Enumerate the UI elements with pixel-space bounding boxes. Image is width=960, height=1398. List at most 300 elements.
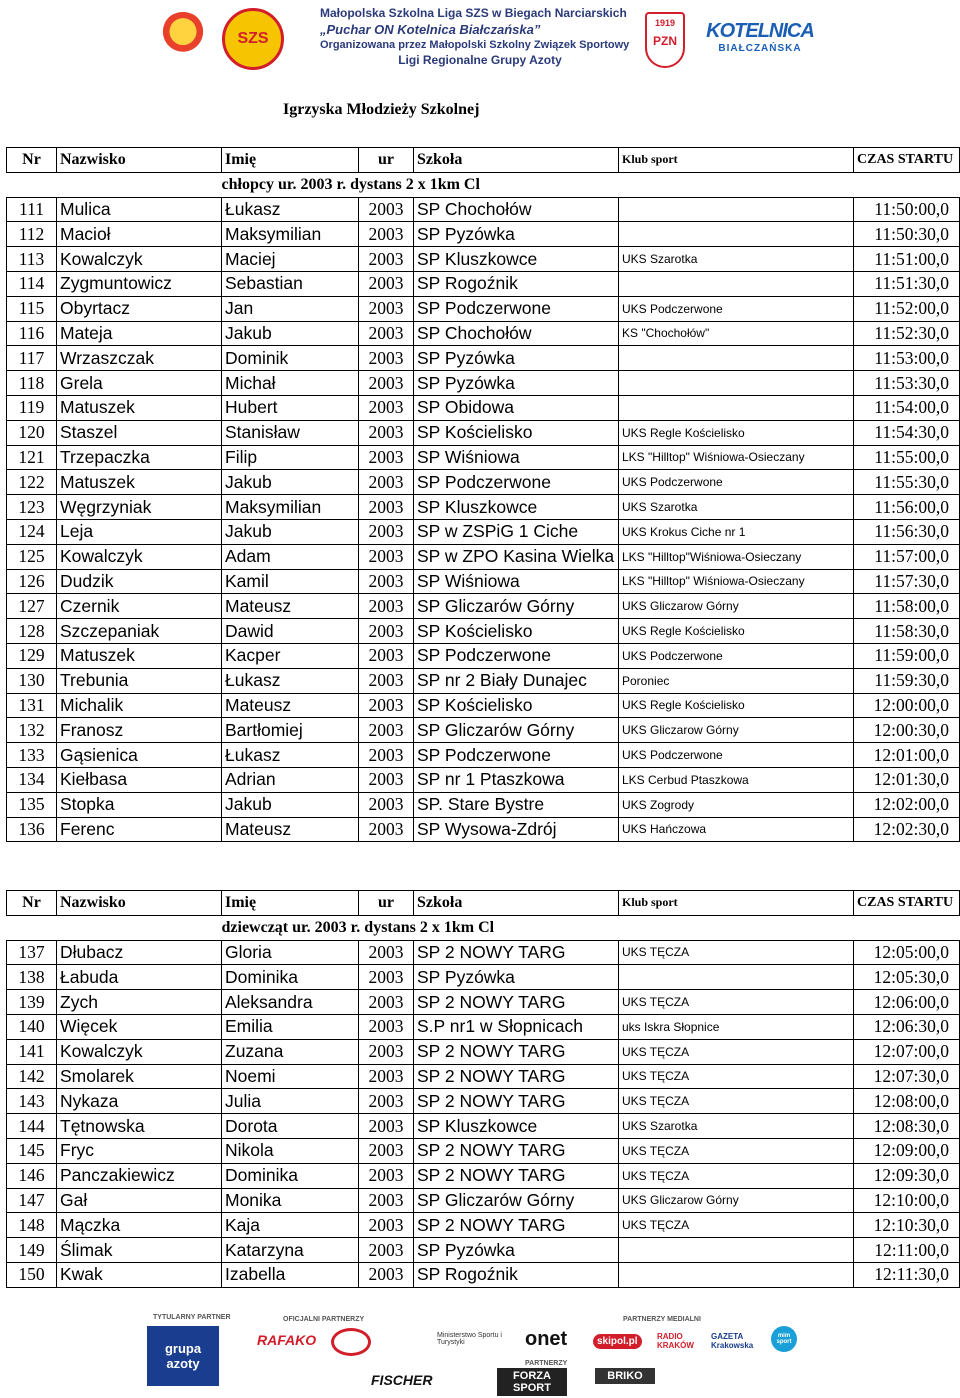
bib-number: 147	[7, 1188, 57, 1213]
table-row	[7, 1114, 960, 1139]
gazeta-krakowska-logo: GAZETA Krakowska	[711, 1332, 754, 1350]
school: SP Gliczarów Górny	[414, 594, 619, 619]
bib-number: 140	[7, 1014, 57, 1039]
table-row	[7, 470, 960, 495]
surname: Franosz	[57, 718, 222, 743]
school: S.P nr1 w Słopnicach	[414, 1014, 619, 1039]
first-name: Monika	[222, 1188, 359, 1213]
header-line-3: Organizowana przez Małopolski Szkolny Związek Sportowy	[320, 39, 630, 51]
school: SP 2 NOWY TARG	[414, 1064, 619, 1089]
start-time: 12:08:00,0	[854, 1089, 960, 1114]
first-name: Łukasz	[222, 743, 359, 768]
surname: Matuszek	[57, 643, 222, 668]
table-row	[7, 420, 960, 445]
bib-number: 120	[7, 420, 57, 445]
surname: Grela	[57, 371, 222, 396]
header-club: Klub sport	[619, 148, 854, 173]
table-row	[7, 1188, 960, 1213]
table-row	[7, 1213, 960, 1238]
table-row	[7, 965, 960, 990]
start-time: 12:02:30,0	[854, 817, 960, 842]
first-name: Dominik	[222, 346, 359, 371]
club: UKS Regle Kościelisko	[619, 619, 854, 644]
birth-year: 2003	[359, 569, 414, 594]
bib-number: 115	[7, 296, 57, 321]
start-time: 12:11:00,0	[854, 1238, 960, 1263]
table-row	[7, 619, 960, 644]
header-nr: Nr	[7, 891, 57, 916]
table-row	[7, 1238, 960, 1263]
table-row	[7, 990, 960, 1015]
bib-number: 143	[7, 1089, 57, 1114]
first-name: Maciej	[222, 247, 359, 272]
surname: Węgrzyniak	[57, 495, 222, 520]
first-name: Łukasz	[222, 668, 359, 693]
birth-year: 2003	[359, 1163, 414, 1188]
table-header-row	[7, 891, 960, 916]
label-media-partners: PARTNERZY MEDIALNI	[623, 1316, 701, 1323]
school: SP Rogoźnik	[414, 271, 619, 296]
start-time: 11:55:00,0	[854, 445, 960, 470]
birth-year: 2003	[359, 1039, 414, 1064]
school: SP 2 NOWY TARG	[414, 990, 619, 1015]
label-partners: PARTNERZY	[525, 1360, 568, 1367]
header-first-name: Imię	[222, 148, 359, 173]
surname: Kwak	[57, 1262, 222, 1287]
club: UKS TĘCZA	[619, 1064, 854, 1089]
school: SP Pyzówka	[414, 371, 619, 396]
table-row	[7, 346, 960, 371]
grupa-azoty-logo	[147, 1326, 219, 1386]
club	[619, 371, 854, 396]
bib-number: 138	[7, 965, 57, 990]
birth-year: 2003	[359, 470, 414, 495]
kotelnica-logo	[698, 20, 822, 62]
club: KS "Chochołów"	[619, 321, 854, 346]
school: SP Wysowa-Zdrój	[414, 817, 619, 842]
first-name: Maksymilian	[222, 495, 359, 520]
first-name: Łukasz	[222, 197, 359, 222]
first-name: Zuzana	[222, 1039, 359, 1064]
surname: Kowalczyk	[57, 1039, 222, 1064]
birth-year: 2003	[359, 222, 414, 247]
start-time: 11:54:00,0	[854, 395, 960, 420]
school: SP Podczerwone	[414, 643, 619, 668]
surname: Dudzik	[57, 569, 222, 594]
start-time: 11:59:00,0	[854, 643, 960, 668]
bib-number: 132	[7, 718, 57, 743]
first-name: Jakub	[222, 792, 359, 817]
table-row	[7, 222, 960, 247]
skipol-logo: skipol.pl	[593, 1334, 642, 1349]
first-name: Dominika	[222, 965, 359, 990]
club	[619, 222, 854, 247]
club: UKS Gliczarow Górny	[619, 594, 854, 619]
school: SP Kluszkowce	[414, 495, 619, 520]
bib-number: 118	[7, 371, 57, 396]
bib-number: 117	[7, 346, 57, 371]
birth-year: 2003	[359, 1238, 414, 1263]
start-time: 11:50:00,0	[854, 197, 960, 222]
header-start-time: CZAS STARTU	[854, 148, 960, 173]
start-time: 12:05:00,0	[854, 940, 960, 965]
surname: Kowalczyk	[57, 544, 222, 569]
start-time: 11:54:30,0	[854, 420, 960, 445]
header-year: ur	[359, 148, 414, 173]
page-title: Igrzyska Młodzieży Szkolnej	[283, 101, 480, 118]
birth-year: 2003	[359, 1089, 414, 1114]
start-time: 12:06:00,0	[854, 990, 960, 1015]
bib-number: 144	[7, 1114, 57, 1139]
start-time: 11:56:30,0	[854, 519, 960, 544]
school: SP Kościelisko	[414, 693, 619, 718]
club: LKS "Hilltop" Wiśniowa-Osieczany	[619, 569, 854, 594]
school: SP 2 NOWY TARG	[414, 1138, 619, 1163]
bib-number: 134	[7, 767, 57, 792]
surname: Leja	[57, 519, 222, 544]
first-name: Izabella	[222, 1262, 359, 1287]
surname: Obyrtacz	[57, 296, 222, 321]
surname: Fryc	[57, 1138, 222, 1163]
label-official-partners: OFICJALNI PARTNERZY	[283, 1316, 365, 1323]
birth-year: 2003	[359, 321, 414, 346]
club: uks Iskra Słopnice	[619, 1014, 854, 1039]
header-year: ur	[359, 891, 414, 916]
header-club: Klub sport	[619, 891, 854, 916]
start-time: 12:09:30,0	[854, 1163, 960, 1188]
bib-number: 114	[7, 271, 57, 296]
school: SP nr 2 Biały Dunajec	[414, 668, 619, 693]
start-time: 11:53:30,0	[854, 371, 960, 396]
club: UKS TĘCZA	[619, 1138, 854, 1163]
birth-year: 2003	[359, 767, 414, 792]
bib-number: 142	[7, 1064, 57, 1089]
first-name: Dawid	[222, 619, 359, 644]
start-time: 12:08:30,0	[854, 1114, 960, 1139]
header-text	[320, 6, 640, 72]
birth-year: 2003	[359, 619, 414, 644]
bib-number: 136	[7, 817, 57, 842]
first-name: Mateusz	[222, 594, 359, 619]
start-time: 12:05:30,0	[854, 965, 960, 990]
first-name: Jakub	[222, 519, 359, 544]
table-row	[7, 247, 960, 272]
bib-number: 111	[7, 197, 57, 222]
bib-number: 129	[7, 643, 57, 668]
first-name: Maksymilian	[222, 222, 359, 247]
label-title-partner: TYTULARNY PARTNER	[153, 1314, 231, 1321]
birth-year: 2003	[359, 668, 414, 693]
table-row	[7, 668, 960, 693]
club: UKS Szarotka	[619, 247, 854, 272]
school: SP Pyzówka	[414, 346, 619, 371]
surname: Kiełbasa	[57, 767, 222, 792]
club	[619, 395, 854, 420]
header-school: Szkoła	[414, 891, 619, 916]
first-name: Aleksandra	[222, 990, 359, 1015]
table-row	[7, 643, 960, 668]
table-row	[7, 693, 960, 718]
bib-number: 146	[7, 1163, 57, 1188]
start-time: 12:07:30,0	[854, 1064, 960, 1089]
club	[619, 346, 854, 371]
pzn-text: PZN	[653, 34, 677, 48]
table-row	[7, 1138, 960, 1163]
club	[619, 197, 854, 222]
start-time: 11:57:30,0	[854, 569, 960, 594]
bib-number: 133	[7, 743, 57, 768]
bib-number: 150	[7, 1262, 57, 1287]
school: SP 2 NOWY TARG	[414, 940, 619, 965]
bib-number: 119	[7, 395, 57, 420]
bib-number: 125	[7, 544, 57, 569]
table-row	[7, 792, 960, 817]
first-name: Dorota	[222, 1114, 359, 1139]
girls-results-table	[6, 890, 960, 1288]
start-time: 12:02:00,0	[854, 792, 960, 817]
birth-year: 2003	[359, 1114, 414, 1139]
table-row	[7, 817, 960, 842]
start-time: 12:10:00,0	[854, 1188, 960, 1213]
surname: Ferenc	[57, 817, 222, 842]
category-label: dziewcząt ur. 2003 r. dystans 2 x 1km Cl	[221, 918, 495, 936]
surname: Szczepaniak	[57, 619, 222, 644]
header-name: Nazwisko	[57, 891, 222, 916]
club: UKS Podczerwone	[619, 743, 854, 768]
first-name: Katarzyna	[222, 1238, 359, 1263]
school: SP Gliczarów Górny	[414, 718, 619, 743]
school: SP 2 NOWY TARG	[414, 1213, 619, 1238]
school: SP. Stare Bystre	[414, 792, 619, 817]
start-time: 11:58:30,0	[854, 619, 960, 644]
table-row	[7, 594, 960, 619]
table-row	[7, 569, 960, 594]
birth-year: 2003	[359, 495, 414, 520]
table-row	[7, 1064, 960, 1089]
birth-year: 2003	[359, 940, 414, 965]
szs-logo-text: SZS	[237, 30, 269, 47]
header-logos	[150, 6, 830, 72]
first-name: Emilia	[222, 1014, 359, 1039]
first-name: Adam	[222, 544, 359, 569]
birth-year: 2003	[359, 1213, 414, 1238]
birth-year: 2003	[359, 296, 414, 321]
bib-number: 122	[7, 470, 57, 495]
table-row	[7, 371, 960, 396]
club: UKS TĘCZA	[619, 1089, 854, 1114]
club	[619, 1262, 854, 1287]
table-row	[7, 445, 960, 470]
first-name: Michał	[222, 371, 359, 396]
start-time: 11:56:00,0	[854, 495, 960, 520]
start-time: 12:07:00,0	[854, 1039, 960, 1064]
table-row	[7, 940, 960, 965]
start-time: 12:01:00,0	[854, 743, 960, 768]
bib-number: 139	[7, 990, 57, 1015]
birth-year: 2003	[359, 718, 414, 743]
table-row	[7, 519, 960, 544]
category-spacer	[7, 915, 57, 940]
start-time: 11:58:00,0	[854, 594, 960, 619]
bib-number: 145	[7, 1138, 57, 1163]
school: SP nr 1 Ptaszkowa	[414, 767, 619, 792]
school: SP Kościelisko	[414, 619, 619, 644]
surname: Więcek	[57, 1014, 222, 1039]
surname: Zygmuntowicz	[57, 271, 222, 296]
table-row	[7, 197, 960, 222]
school: SP Chochołów	[414, 321, 619, 346]
club: UKS TĘCZA	[619, 1163, 854, 1188]
club: UKS TĘCZA	[619, 1213, 854, 1238]
school: SP Wiśniowa	[414, 445, 619, 470]
birth-year: 2003	[359, 544, 414, 569]
club: UKS Szarotka	[619, 1114, 854, 1139]
club	[619, 965, 854, 990]
first-name: Jan	[222, 296, 359, 321]
start-time: 11:59:30,0	[854, 668, 960, 693]
header-line-2: „Puchar ON Kotelnica Białczańska”	[320, 22, 541, 37]
table-row	[7, 718, 960, 743]
category-spacer	[7, 172, 57, 197]
club: UKS Krokus Ciche nr 1	[619, 519, 854, 544]
surname: Matuszek	[57, 395, 222, 420]
surname: Mateja	[57, 321, 222, 346]
school: SP Pyzówka	[414, 965, 619, 990]
birth-year: 2003	[359, 743, 414, 768]
surname: Trebunia	[57, 668, 222, 693]
birth-year: 2003	[359, 990, 414, 1015]
birth-year: 2003	[359, 247, 414, 272]
header-school: Szkoła	[414, 148, 619, 173]
club: UKS Gliczarow Górny	[619, 1188, 854, 1213]
school: SP Podczerwone	[414, 743, 619, 768]
header-first-name: Imię	[222, 891, 359, 916]
first-name: Nikola	[222, 1138, 359, 1163]
first-name: Dominika	[222, 1163, 359, 1188]
surname: Matuszek	[57, 470, 222, 495]
school: SP Kościelisko	[414, 420, 619, 445]
start-time: 12:10:30,0	[854, 1213, 960, 1238]
school: SP 2 NOWY TARG	[414, 1089, 619, 1114]
forza-logo: FORZA SPORT	[497, 1368, 567, 1396]
birth-year: 2003	[359, 1188, 414, 1213]
mim-sport-logo	[771, 1326, 797, 1352]
club: LKS "Hilltop"Wiśniowa-Osieczany	[619, 544, 854, 569]
liga-logo	[158, 12, 208, 68]
bib-number: 131	[7, 693, 57, 718]
header-line-1: Małopolska Szkolna Liga SZS w Biegach Narciarskich	[320, 6, 627, 20]
first-name: Bartłomiej	[222, 718, 359, 743]
birth-year: 2003	[359, 1064, 414, 1089]
birth-year: 2003	[359, 965, 414, 990]
table-row	[7, 395, 960, 420]
surname: Dłubacz	[57, 940, 222, 965]
surname: Czernik	[57, 594, 222, 619]
table-row	[7, 1014, 960, 1039]
header-line-4: Ligi Regionalne Grupy Azoty	[398, 53, 562, 67]
surname: Stopka	[57, 792, 222, 817]
mim-sport-text: mim sport	[776, 1333, 792, 1345]
school: SP Pyzówka	[414, 222, 619, 247]
school: SP 2 NOWY TARG	[414, 1163, 619, 1188]
school: SP Rogoźnik	[414, 1262, 619, 1287]
briko-logo: BRIKO	[595, 1368, 655, 1384]
bib-number: 116	[7, 321, 57, 346]
first-name: Stanisław	[222, 420, 359, 445]
table-row	[7, 271, 960, 296]
birth-year: 2003	[359, 197, 414, 222]
table-header-row	[7, 148, 960, 173]
birth-year: 2003	[359, 371, 414, 396]
start-time: 11:57:00,0	[854, 544, 960, 569]
header-start-time: CZAS STARTU	[854, 891, 960, 916]
first-name: Mateusz	[222, 817, 359, 842]
club: UKS Podczerwone	[619, 470, 854, 495]
raffako-logo: RAFAKO	[257, 1332, 317, 1348]
club: UKS Regle Kościelisko	[619, 420, 854, 445]
category-row	[7, 915, 960, 940]
bib-number: 124	[7, 519, 57, 544]
surname: Tętnowska	[57, 1114, 222, 1139]
header-name: Nazwisko	[57, 148, 222, 173]
start-time: 11:55:30,0	[854, 470, 960, 495]
start-time: 11:53:00,0	[854, 346, 960, 371]
onet-logo: onet	[525, 1328, 568, 1350]
surname: Staszel	[57, 420, 222, 445]
first-name: Hubert	[222, 395, 359, 420]
table-row	[7, 296, 960, 321]
grupa-azoty-text: grupa azoty	[164, 1341, 202, 1371]
table-row	[7, 1262, 960, 1287]
surname: Gał	[57, 1188, 222, 1213]
first-name: Noemi	[222, 1064, 359, 1089]
surname: Ślimak	[57, 1238, 222, 1263]
start-time: 12:00:30,0	[854, 718, 960, 743]
table-row	[7, 1039, 960, 1064]
school: SP w ZSPiG 1 Ciche	[414, 519, 619, 544]
birth-year: 2003	[359, 395, 414, 420]
club: UKS TĘCZA	[619, 940, 854, 965]
surname: Wrzaszczak	[57, 346, 222, 371]
header-nr: Nr	[7, 148, 57, 173]
birth-year: 2003	[359, 1138, 414, 1163]
table-row	[7, 321, 960, 346]
category-spacer	[57, 915, 222, 940]
birth-year: 2003	[359, 693, 414, 718]
first-name: Kamil	[222, 569, 359, 594]
first-name: Kacper	[222, 643, 359, 668]
first-name: Mateusz	[222, 693, 359, 718]
club	[619, 271, 854, 296]
school: SP Podczerwone	[414, 296, 619, 321]
category-spacer	[57, 172, 222, 197]
first-name: Adrian	[222, 767, 359, 792]
club: UKS Podczerwone	[619, 296, 854, 321]
club: LKS Cerbud Ptaszkowa	[619, 767, 854, 792]
szs-logo	[222, 8, 284, 70]
bib-number: 135	[7, 792, 57, 817]
start-time: 11:50:30,0	[854, 222, 960, 247]
bib-number: 113	[7, 247, 57, 272]
first-name: Kaja	[222, 1213, 359, 1238]
school: SP Gliczarów Górny	[414, 1188, 619, 1213]
birth-year: 2003	[359, 817, 414, 842]
bib-number: 123	[7, 495, 57, 520]
first-name: Julia	[222, 1089, 359, 1114]
bib-number: 137	[7, 940, 57, 965]
surname: Nykaza	[57, 1089, 222, 1114]
table-row	[7, 544, 960, 569]
